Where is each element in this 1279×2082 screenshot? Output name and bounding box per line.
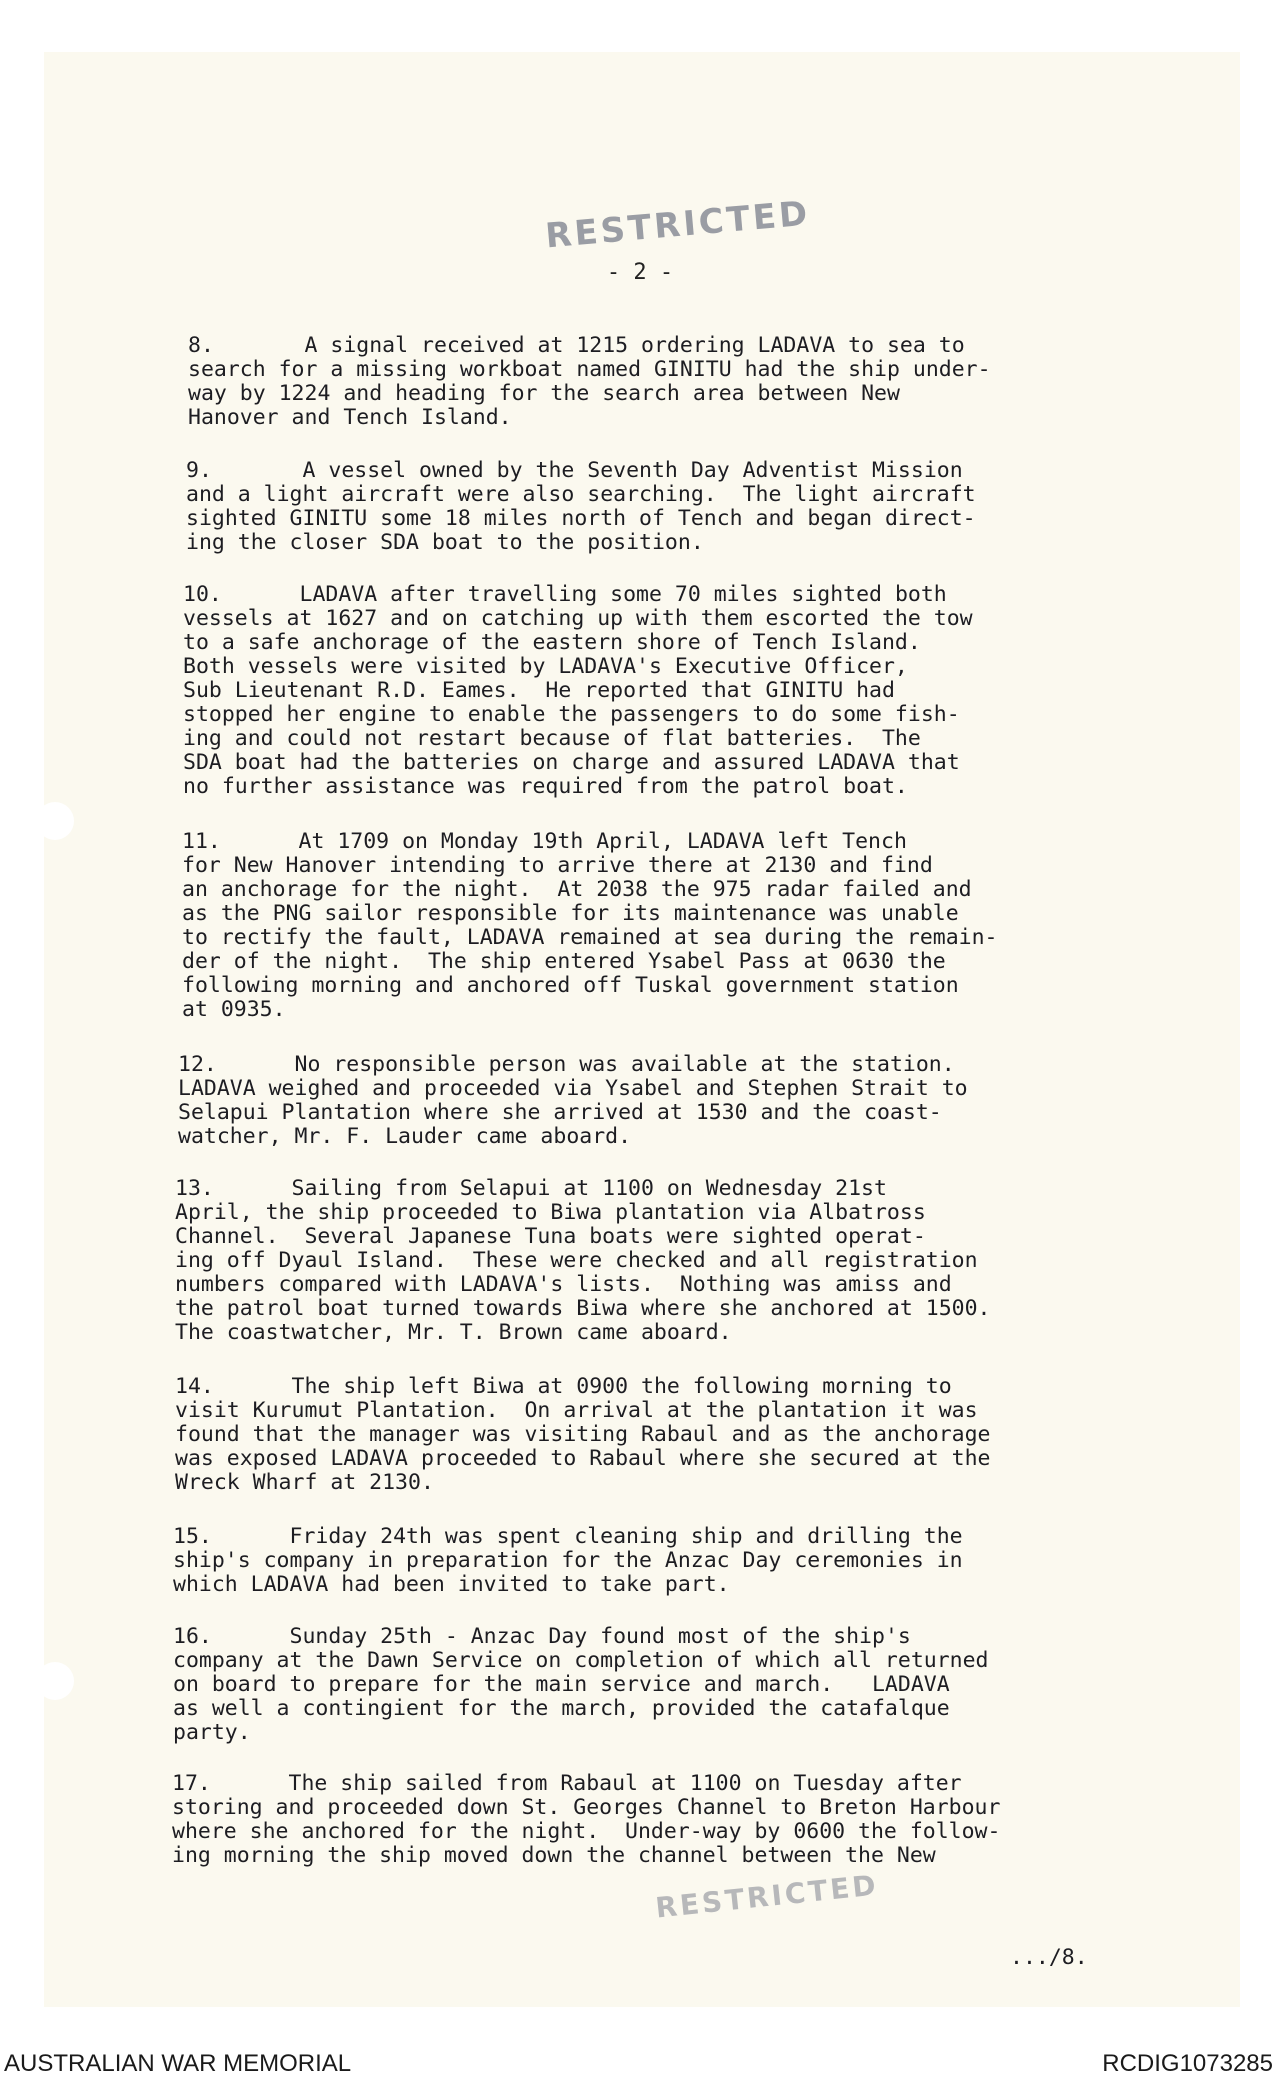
paragraph-16: [173, 1625, 1108, 1745]
paragraph-number: 15.: [173, 1524, 212, 1549]
paragraph-text: At 1709 on Monday 19th April, LADAVA left Tench for New Hanover intending to arrive there at 2130 and find an anchorage for the night. At 2038 the 975 radar failed and as the PNG sailor responsible for its maintenance was unable to rectify the fault, LADAVA remained at sea during the remain- der of the night. The ship entered Ysabel Pass at 0630 the following morning and anchored off Tuskal government station at 0935.: [182, 829, 998, 1022]
footer-record-id: RCDIG1073285: [1102, 2050, 1273, 2077]
paragraph-text: The ship sailed from Rabaul at 1100 on Tuesday after storing and proceeded down St. Georges Channel to Breton Harbour where she anchored for the night. Under-way by 0600 the follow- ing morning the ship moved down the channel between the New: [172, 1771, 1001, 1868]
paragraph-number: 8.: [188, 333, 214, 358]
paragraph-text: Sailing from Selapui at 1100 on Wednesday 21st April, the ship proceeded to Biwa plantation via Albatross Channel. Several Japanese Tuna boats were sighted operat- ing off Dyaul Island. These were checked and all registration numbers compared with LADAVA's lists. Nothing was amiss and the patrol boat turned towards Biwa where she anchored at 1500. The coastwatcher, Mr. T. Brown came aboard.: [175, 1176, 991, 1345]
restricted-stamp-top: RESTRICTED: [543, 193, 812, 257]
paragraph-10: [183, 583, 1118, 799]
paragraph-text: Sunday 25th - Anzac Day found most of the ship's company at the Dawn Service on completion of which all returned on board to prepare for the main service and march. LADAVA as well a contingient for the march, provided the catafalque party.: [173, 1624, 989, 1745]
paragraph-text: A signal received at 1215 ordering LADAVA to sea to search for a missing workboat named GINITU had the ship under- way by 1224 and heading for the search area between New Hanover and Tench Island.: [188, 333, 991, 430]
paragraph-14: [175, 1375, 1110, 1495]
paragraph-number: 16.: [173, 1624, 212, 1649]
paragraph-text: Friday 24th was spent cleaning ship and drilling the ship's company in preparation for the Anzac Day ceremonies in which LADAVA had been invited to take part.: [173, 1524, 963, 1597]
paragraph-text: The ship left Biwa at 0900 the following morning to visit Kurumut Plantation. On arrival at the plantation it was found that the manager was visiting Rabaul and as the anchorage was exposed LADAVA proceeded to Rabaul where she secured at the Wreck Wharf at 2130.: [175, 1374, 991, 1495]
paragraph-11: [182, 830, 1117, 1022]
paragraph-13: [175, 1177, 1110, 1345]
continuation-marker: .../8.: [1010, 1945, 1088, 1970]
paragraph-8: [188, 334, 1123, 430]
paragraph-number: 14.: [175, 1374, 214, 1399]
footer-archive-name: AUSTRALIAN WAR MEMORIAL: [4, 2050, 352, 2077]
paragraph-number: 11.: [182, 829, 221, 854]
punch-hole: [36, 1662, 74, 1700]
paragraph-text: LADAVA after travelling some 70 miles sighted both vessels at 1627 and on catching up with them escorted the tow to a safe anchorage of the eastern shore of Tench Island. Both vessels were visited by LADAVA's Executive Officer, Sub Lieutenant R.D. Eames. He reported that GINITU had stopped her engine to enable the passengers to do some fish- ing and could not restart because of flat batteries. The SDA boat had the batteries on charge and assured LADAVA that no further assistance was required from the patrol boat.: [183, 582, 973, 799]
paragraph-number: 17.: [172, 1771, 211, 1796]
page-number: - 2 -: [606, 260, 674, 285]
paragraph-12: [178, 1053, 1113, 1149]
paragraph-15: [173, 1525, 1108, 1597]
paragraph-text: A vessel owned by the Seventh Day Adventist Mission and a light aircraft were also searching. The light aircraft sighted GINITU some 18 miles north of Tench and began direct- ing the closer SDA boat to the position.: [186, 458, 976, 555]
paragraph-number: 10.: [183, 582, 222, 607]
paragraph-text: No responsible person was available at the station. LADAVA weighed and proceeded via Ysabel and Stephen Strait to Selapui Plantation where she arrived at 1530 and the coast- watcher, Mr. F. Lauder came aboard.: [178, 1052, 968, 1149]
paragraph-number: 12.: [178, 1052, 217, 1077]
paragraph-17: [172, 1772, 1107, 1868]
paragraph-number: 13.: [175, 1176, 214, 1201]
paragraph-number: 9.: [186, 458, 212, 483]
paragraph-9: [186, 459, 1121, 555]
punch-hole: [36, 802, 74, 840]
restricted-stamp-bottom: RESTRICTED: [653, 1868, 881, 1925]
